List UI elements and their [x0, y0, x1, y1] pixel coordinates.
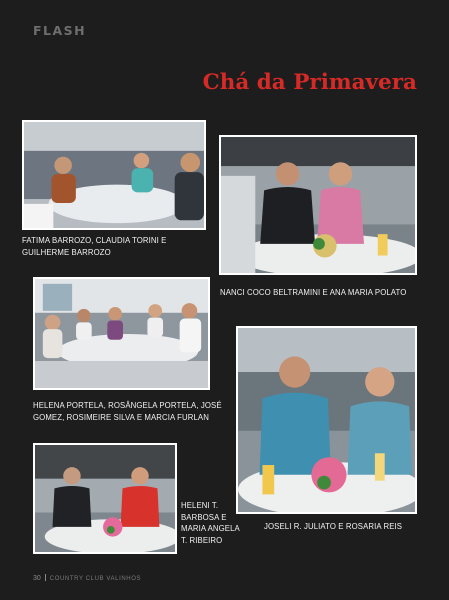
page-number: 30 [33, 575, 41, 582]
page-footer [33, 574, 141, 582]
photo-5-caption: HELENI T. BARBOSA E MARIA ANGELA T. RIBEIRO [181, 501, 240, 545]
photo-1 [22, 120, 206, 230]
photo-1-caption: FATIMA BARROZO, CLAUDIA TORINI E GUILHERME BARROZO [22, 236, 167, 257]
footer-divider [45, 574, 46, 581]
photo-5 [33, 443, 177, 554]
photo-2 [219, 135, 417, 275]
publication-name: COUNTRY CLUB VALINHOS [49, 576, 142, 582]
photo-2-caption: NANCI COCO BELTRAMINI E ANA MARIA POLATO [220, 288, 407, 297]
photo-3-caption: HELENA PORTELA, ROSÂNGELA PORTELA, JOSÉ GOMEZ, ROSIMEIRE SILVA E MARCIA FURLAN [33, 401, 222, 422]
section-label: FLASH [33, 23, 87, 38]
photo-3 [33, 277, 210, 390]
photo-4 [236, 326, 417, 514]
photo-4-caption: JOSELI R. JULIATO E ROSARIA REIS [264, 522, 403, 531]
page-title: Chá da Primavera [202, 70, 417, 95]
